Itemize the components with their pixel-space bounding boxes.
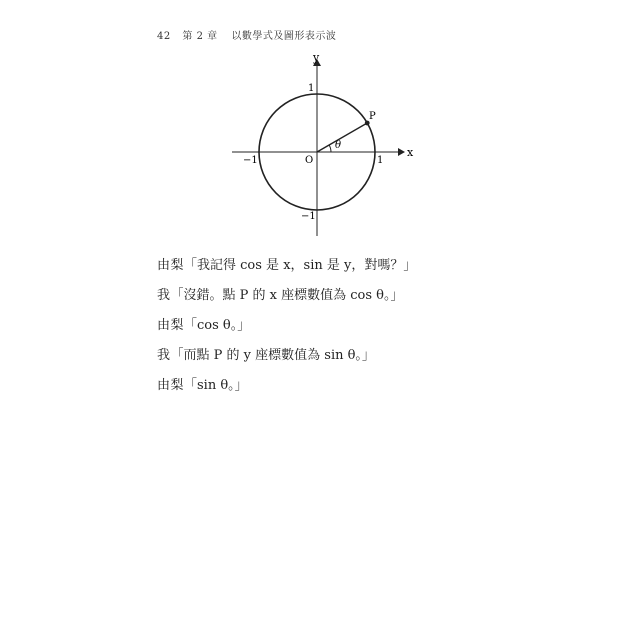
utterance: 「cos θ。」 [184,318,251,333]
speaker: 由梨 [157,318,185,333]
speaker: 我 [157,348,171,363]
dialogue-line [157,256,597,276]
x-axis-label: x [407,146,414,159]
speaker: 由梨 [157,378,185,393]
origin-label: O [305,155,314,166]
speaker: 由梨 [157,258,185,273]
page-number: 42 [157,31,171,42]
chapter-title: 以數學式及圖形表示波 [231,31,337,42]
x-tick-positive: 1 [377,155,384,166]
dialogue-line [157,376,597,396]
y-tick-positive: 1 [308,83,315,94]
x-tick-negative: −1 [243,155,258,166]
angle-arc [329,145,331,152]
point-p-label: P [369,111,376,122]
utterance: 「而點 P 的 y 座標數值為 sin θ。」 [170,348,375,363]
y-axis-label: y [313,51,320,64]
y-tick-negative: −1 [301,211,316,222]
angle-label: θ [335,140,342,151]
utterance: 「沒錯。點 P 的 x 座標數值為 cos θ。」 [170,288,404,303]
utterance: 「sin θ。」 [184,378,248,393]
radius-to-p [317,123,367,152]
dialogue-line [157,286,597,306]
utterance: 「我記得 cos 是 x，sin 是 y，對嗎？」 [184,258,417,273]
speaker: 我 [157,288,171,303]
chapter-number: 第 2 章 [182,31,218,42]
dialogue [157,256,597,406]
dialogue-line [157,316,597,336]
dialogue-line [157,346,597,366]
